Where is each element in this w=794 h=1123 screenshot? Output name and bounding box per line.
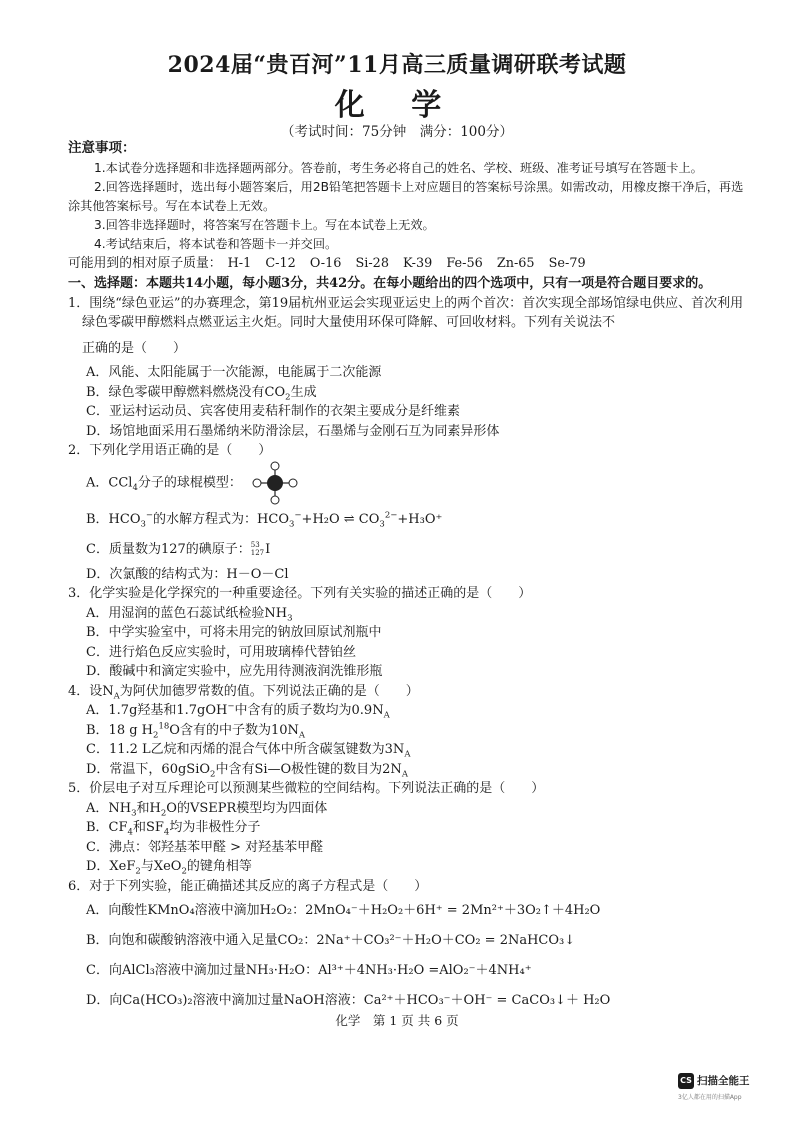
q3-option-d: D．酸碱中和滴定实验中，应先用待测液润洗锥形瓶 — [86, 664, 383, 679]
q1-stem: 1．围绕“绿色亚运”的办赛理念，第19届杭州亚运会实现亚运史上的两个首次：首次实现全部场馆绿电供应、首次利用绿色零碳甲醇燃料点燃亚运主火炬。同时大量使用环保可降解、可回收材料。下列有关说法不 — [68, 295, 744, 330]
exam-title: 2024届“贵百河”11月高三质量调研联考试题 — [167, 52, 627, 78]
mass-zn: Zn-65 — [496, 255, 535, 271]
q2-option-c: C．质量数为127的碘原子： 53 127 I — [86, 541, 271, 557]
question-5 — [68, 779, 748, 877]
q5-option-c: C．沸点：邻羟基苯甲醛 > 对羟基苯甲醛 — [86, 839, 324, 855]
mass-c: C-12 — [265, 255, 296, 271]
q1-option-d: D．场馆地面采用石墨烯纳米防滑涂层，石墨烯与金刚石互为同素异形体 — [86, 423, 500, 439]
mass-fe: Fe-56 — [446, 255, 483, 271]
masses-label: 可能用到的相对原子质量： — [68, 255, 222, 271]
camscanner-logo-icon: CS — [678, 1073, 694, 1089]
exam-info: （考试时间：75分钟 满分：100分） — [281, 124, 513, 140]
mass-k: K-39 — [403, 255, 433, 271]
atomic-masses — [68, 254, 748, 274]
notice-item-3: 3.回答非选择题时，将答案写在答题卡上。写在本试卷上无效。 — [94, 217, 435, 232]
q6-option-b: B．向饱和碳酸钠溶液中通入足量CO₂：2Na⁺＋CO₃²⁻＋H₂O＋CO₂ = 2NaHCO₃↓ — [86, 933, 576, 948]
scanner-watermark — [678, 1073, 774, 1107]
notice-item-1: 1.本试卷分选择题和非选择题两部分。答卷前，考生务必将自己的姓名、学校、班级、准考证号填写在答题卡上。 — [94, 160, 703, 175]
page-footer: 化学 第 1 页 共 6 页 — [335, 1013, 459, 1028]
mass-se: Se-79 — [548, 255, 586, 271]
section1-heading: 一、选择题：本题共14小题，每小题3分，共42分。在每小题给出的四个选项中，只有一项是符合题目要求的。 — [68, 276, 712, 291]
q2-option-a: A．CCl$_4$分子的球棍模型： — [68, 461, 748, 505]
question-2 — [68, 441, 748, 584]
notice-heading: 注意事项： — [68, 140, 136, 156]
q1-option-b: B．绿色零碳甲醇燃料燃烧没有$CO_2$生成 — [86, 384, 317, 403]
q4-option-b: B．18 g $H_2^{18}O$含有的中子数为$10N_A$ — [86, 721, 305, 741]
q2-stem: 2．下列化学用语正确的是（ ） — [68, 443, 272, 458]
question-1 — [68, 294, 748, 442]
q1-option-c: C．亚运村运动员、宾客使用麦秸秆制作的衣架主要成分是纤维素 — [86, 404, 460, 419]
content — [68, 139, 748, 1016]
scanner-app-name: 扫描全能王 — [697, 1075, 750, 1087]
q4-option-c: C．11.2 L乙烷和丙烯的混合气体中所含碳氢键数为$3N_A$ — [86, 742, 411, 760]
question-3 — [68, 584, 748, 682]
q5-option-d: D．XeF$_2$与XeO$_2$的键角相等 — [86, 859, 252, 877]
q6-option-d: D．向Ca(HCO₃)₂溶液中滴加过量NaOH溶液：Ca²⁺＋HCO₃⁻＋OH⁻ = CaCO₃↓＋ H₂O — [86, 993, 611, 1008]
ccl4-ball-stick-model-icon — [250, 461, 300, 505]
q6-stem: 6．对于下列实验，能正确描述其反应的离子方程式是（ ） — [68, 878, 428, 894]
q4-option-a: A．1.7g羟基和1.7gOH−中含有的质子数均为$0.9N_A$ — [86, 701, 390, 721]
q5-option-a: A．$NH_3$和$H_2O$的VSEPR模型均为四面体 — [86, 800, 328, 819]
notice-item-2: 2.回答选择题时，选出每小题答案后，用2B铅笔把答题卡上对应题目的答案标号涂黑。如需改动，用橡皮擦干净后，再选涂其他答案标号。写在本试卷上无效。 — [68, 179, 744, 213]
mass-si: Si-28 — [355, 255, 389, 271]
iodine-isotope-notation: 53 127 — [250, 541, 265, 557]
question-6 — [68, 877, 748, 1017]
subject-title: 化 学 — [334, 88, 460, 123]
notice-item-4: 4.考试结束后，将本试卷和答题卡一并交回。 — [94, 236, 338, 251]
q5-stem: 5．价层电子对互斥理论可以预测某些微粒的空间结构。下列说法正确的是（ ） — [68, 781, 545, 796]
mass-o: O-16 — [309, 255, 342, 271]
q3-option-b: B．中学实验室中，可将未用完的钠放回原试剂瓶中 — [86, 625, 382, 640]
question-4 — [68, 682, 748, 780]
mass-h: H-1 — [227, 255, 252, 271]
q3-option-c: C．进行焰色反应实验时，可用玻璃棒代替铂丝 — [86, 644, 356, 660]
q5-option-b: B．$CF_4$和$SF_4$均为非极性分子 — [86, 820, 261, 838]
q3-option-a: A．用湿润的蓝色石蕊试纸检验$NH_3$ — [86, 605, 293, 624]
q6-option-c: C．向AlCl₃溶液中滴加过量NH₃·H₂O：Al³⁺＋4NH₃·H₂O =AlO₂⁻＋4NH₄⁺ — [86, 963, 532, 978]
q4-stem: 4．设$N_A$为阿伏加德罗常数的值。下列说法正确的是（ ） — [68, 683, 419, 702]
q2-option-d: D．次氯酸的结构式为：H－O－Cl — [86, 566, 289, 582]
q1-stem-tail: 正确的是（ ） — [82, 340, 187, 356]
scanner-tagline: 3亿人都在用的扫描App — [678, 1094, 742, 1101]
q1-option-a: A．风能、太阳能属于一次能源，电能属于二次能源 — [86, 365, 382, 380]
q3-stem: 3．化学实验是化学探究的一种重要途径。下列有关实验的描述正确的是（ ） — [68, 586, 532, 601]
q2-option-b: B．$HCO_3^-$的水解方程式为：$HCO_3^-+H_2O$ ⇌ $CO_3^{2-}+H_3O^+$ — [86, 510, 443, 530]
q6-option-a: A．向酸性KMnO₄溶液中滴加H₂O₂：2MnO₄⁻＋H₂O₂＋6H⁺ = 2Mn²⁺＋3O₂↑＋4H₂O — [86, 903, 601, 918]
q4-option-d: D．常温下，60gSiO$_2$中含有Si—O极性键的数目为$2N_A$ — [86, 761, 408, 780]
